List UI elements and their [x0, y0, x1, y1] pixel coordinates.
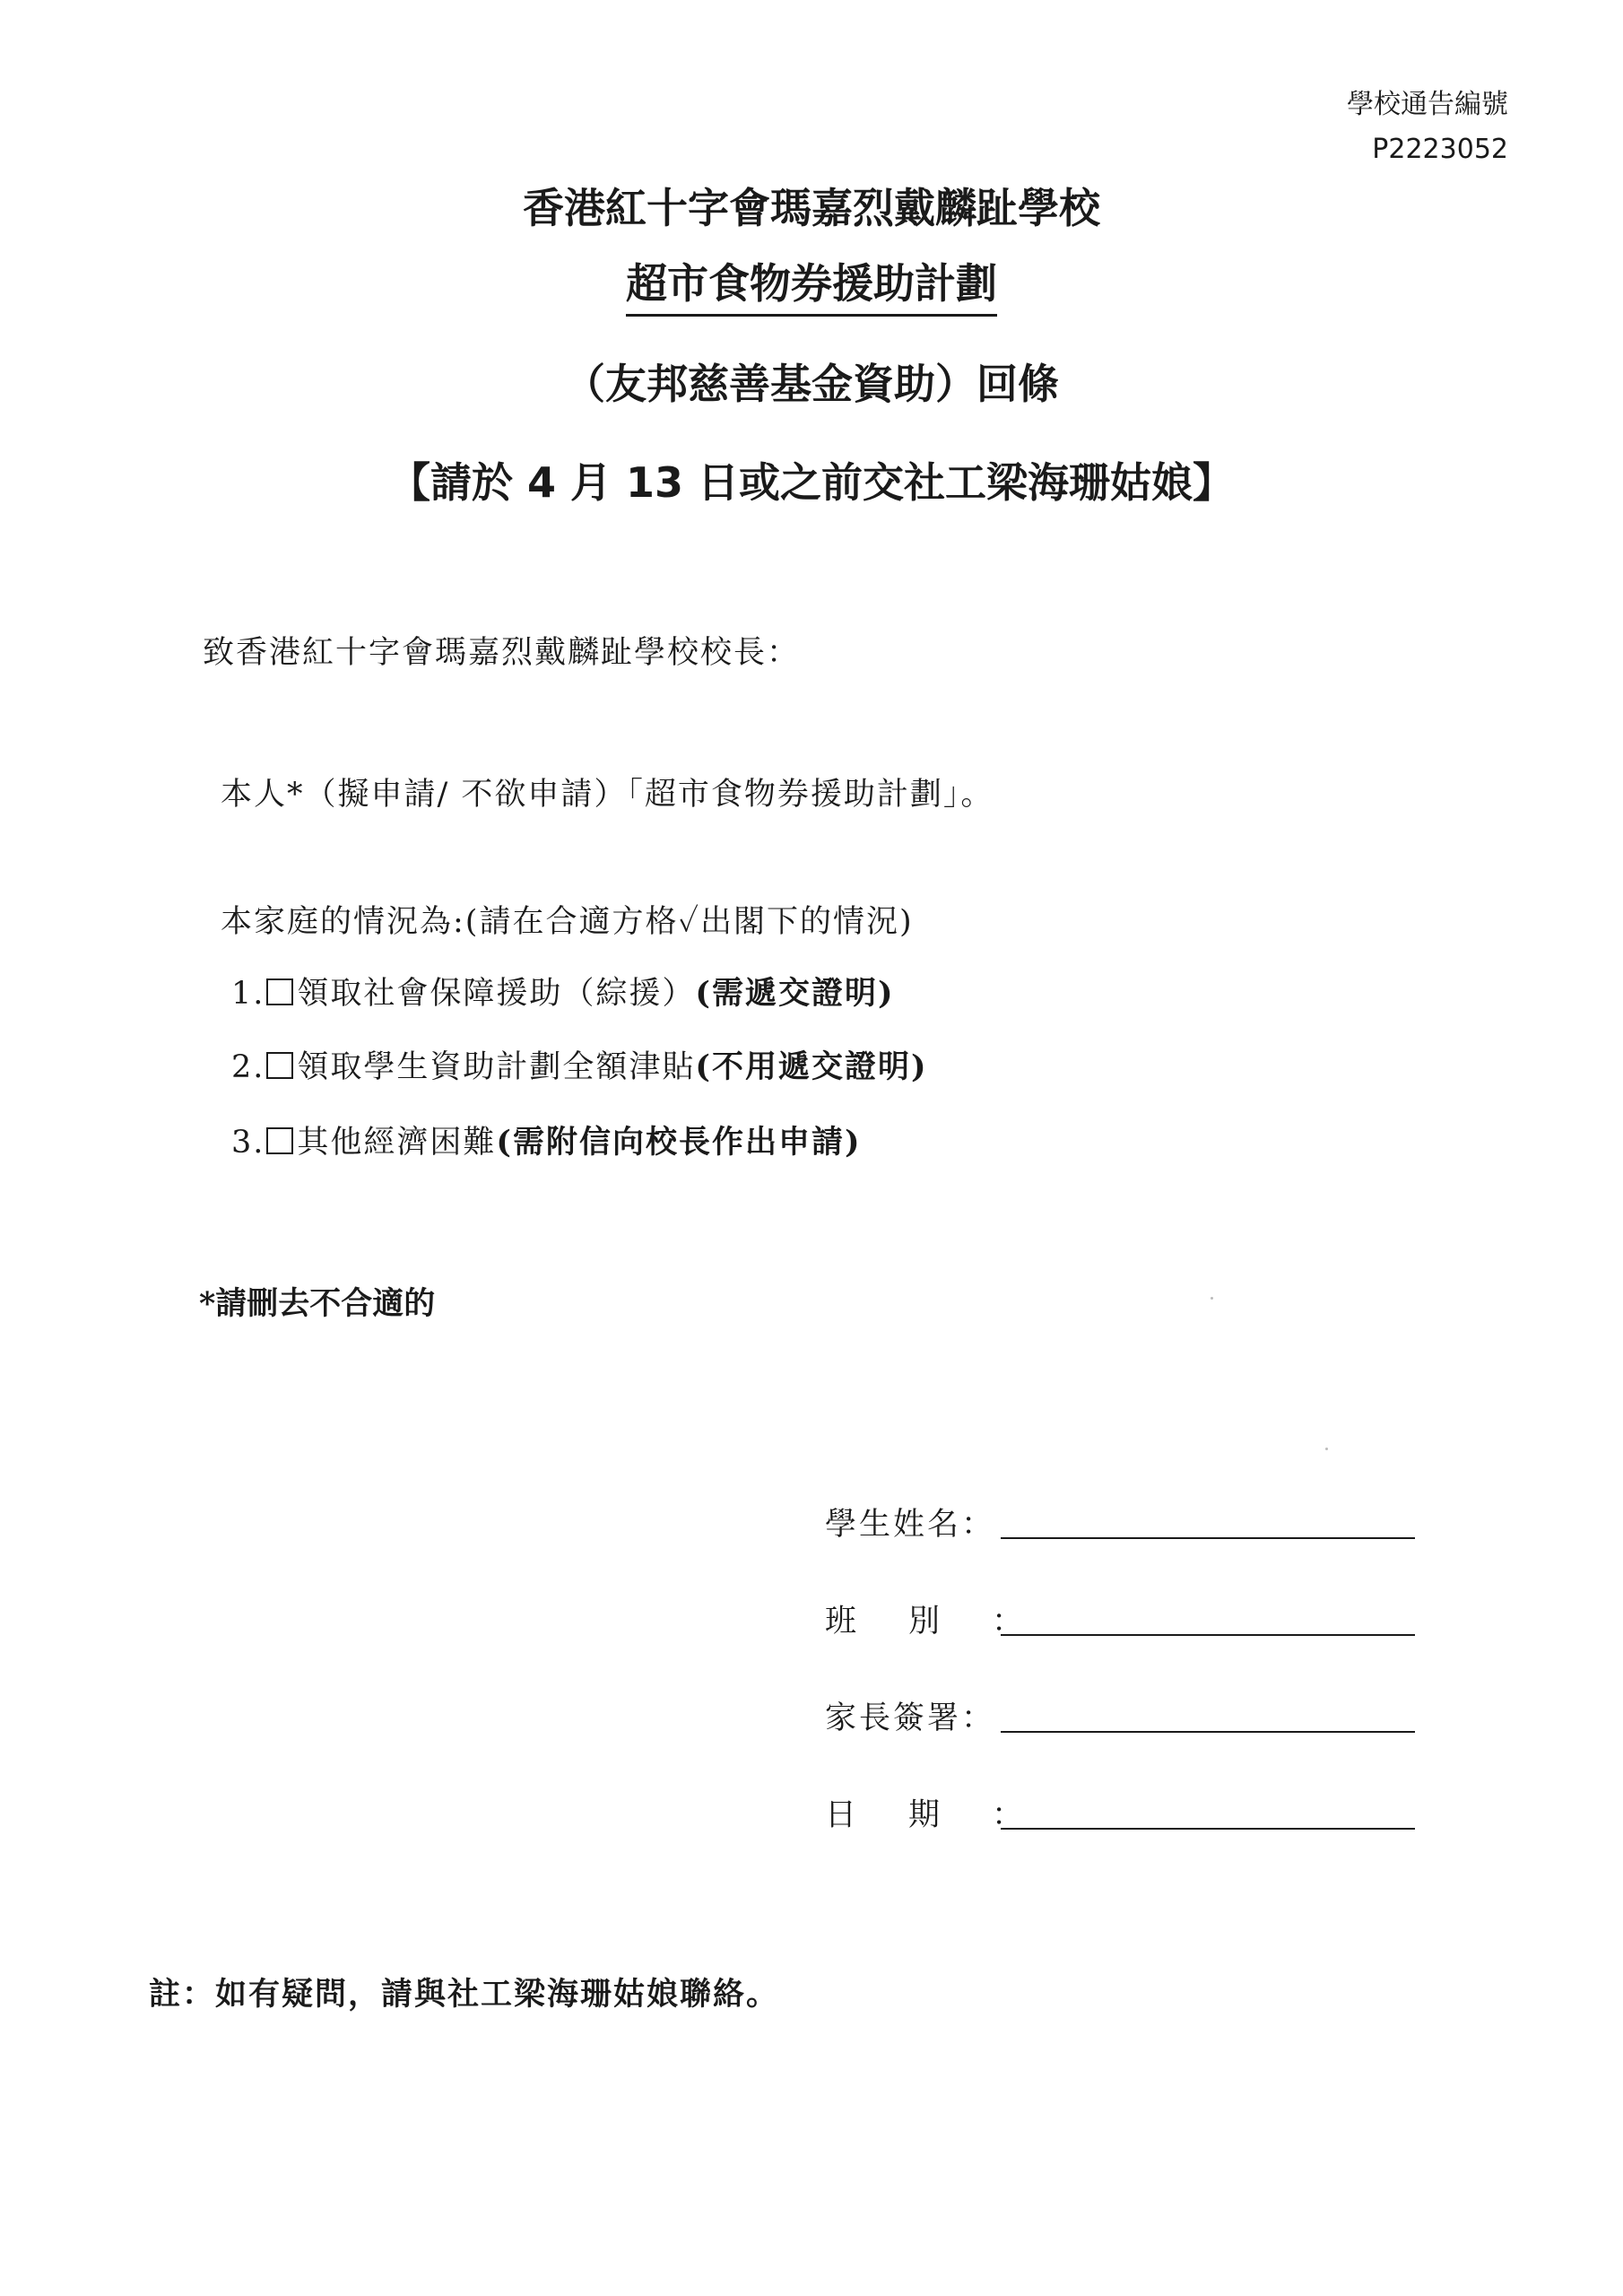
student-name-label: 學生姓名： — [825, 1507, 996, 1543]
option-number: 1. — [231, 976, 265, 1012]
deadline-title: 【請於 4 月 13 日或之前交社工梁海珊姑娘】 — [388, 458, 1235, 507]
option-note: (需遞交證明) — [695, 975, 895, 1012]
scan-speck — [1325, 1448, 1328, 1450]
notice-number-label: 學校通告編號 — [1347, 89, 1508, 120]
footnote: 註：如有疑問，請與社工梁海珊姑娘聯絡。 — [149, 1976, 780, 2013]
intent-statement: 本人*（擬申請/ 不欲申請）「超市食物券援助計劃」。 — [221, 777, 994, 813]
class-label-wrap — [825, 1596, 1027, 1641]
option-note: (需附信向校長作出申請) — [496, 1124, 862, 1161]
date-label-colon: ： — [992, 1797, 1027, 1833]
date-line[interactable] — [1001, 1828, 1415, 1830]
class-label-colon: ： — [992, 1604, 1027, 1639]
situation-intro: 本家庭的情況為:(請在合適方格✓出閣下的情況) — [221, 904, 914, 940]
signature-line[interactable] — [1001, 1731, 1415, 1733]
signature-label: 家長簽署： — [825, 1700, 996, 1736]
salutation: 致香港紅十字會瑪嘉烈戴麟趾學校校長： — [203, 635, 801, 671]
option-number: 3. — [231, 1125, 265, 1161]
date-label: 日期 — [825, 1797, 993, 1833]
notice-number-block — [1347, 83, 1508, 172]
delete-note: *請刪去不合適的 — [199, 1285, 436, 1322]
student-name-field — [825, 1500, 1415, 1544]
option-note: (不用遞交證明) — [695, 1048, 928, 1085]
program-title-text: 超市食物券援助計劃 — [626, 251, 997, 317]
option-checkbox[interactable] — [266, 978, 293, 1005]
option-student-grant — [231, 1042, 928, 1087]
class-line[interactable] — [1001, 1634, 1415, 1636]
date-field — [825, 1790, 1415, 1835]
program-title — [0, 251, 1623, 317]
option-cssa — [231, 969, 895, 1013]
option-number: 2. — [231, 1049, 265, 1085]
student-name-line[interactable] — [1001, 1537, 1415, 1539]
option-text: 領取學生資助計劃全額津貼 — [297, 1049, 696, 1085]
option-text: 領取社會保障援助（綜援） — [297, 976, 696, 1012]
sponsor-title: （友邦慈善基金資助）回條 — [564, 360, 1059, 408]
class-field — [825, 1596, 1415, 1641]
signature-field — [825, 1693, 1415, 1738]
option-checkbox[interactable] — [266, 1052, 293, 1079]
option-other-hardship — [231, 1118, 862, 1162]
option-checkbox[interactable] — [266, 1127, 293, 1154]
notice-number: P2223052 — [1372, 134, 1508, 165]
option-text: 其他經濟困難 — [297, 1125, 497, 1161]
date-label-wrap — [825, 1790, 1027, 1835]
school-title: 香港紅十字會瑪嘉烈戴麟趾學校 — [523, 184, 1100, 232]
scan-speck — [1211, 1297, 1213, 1300]
class-label: 班別 — [825, 1604, 993, 1639]
